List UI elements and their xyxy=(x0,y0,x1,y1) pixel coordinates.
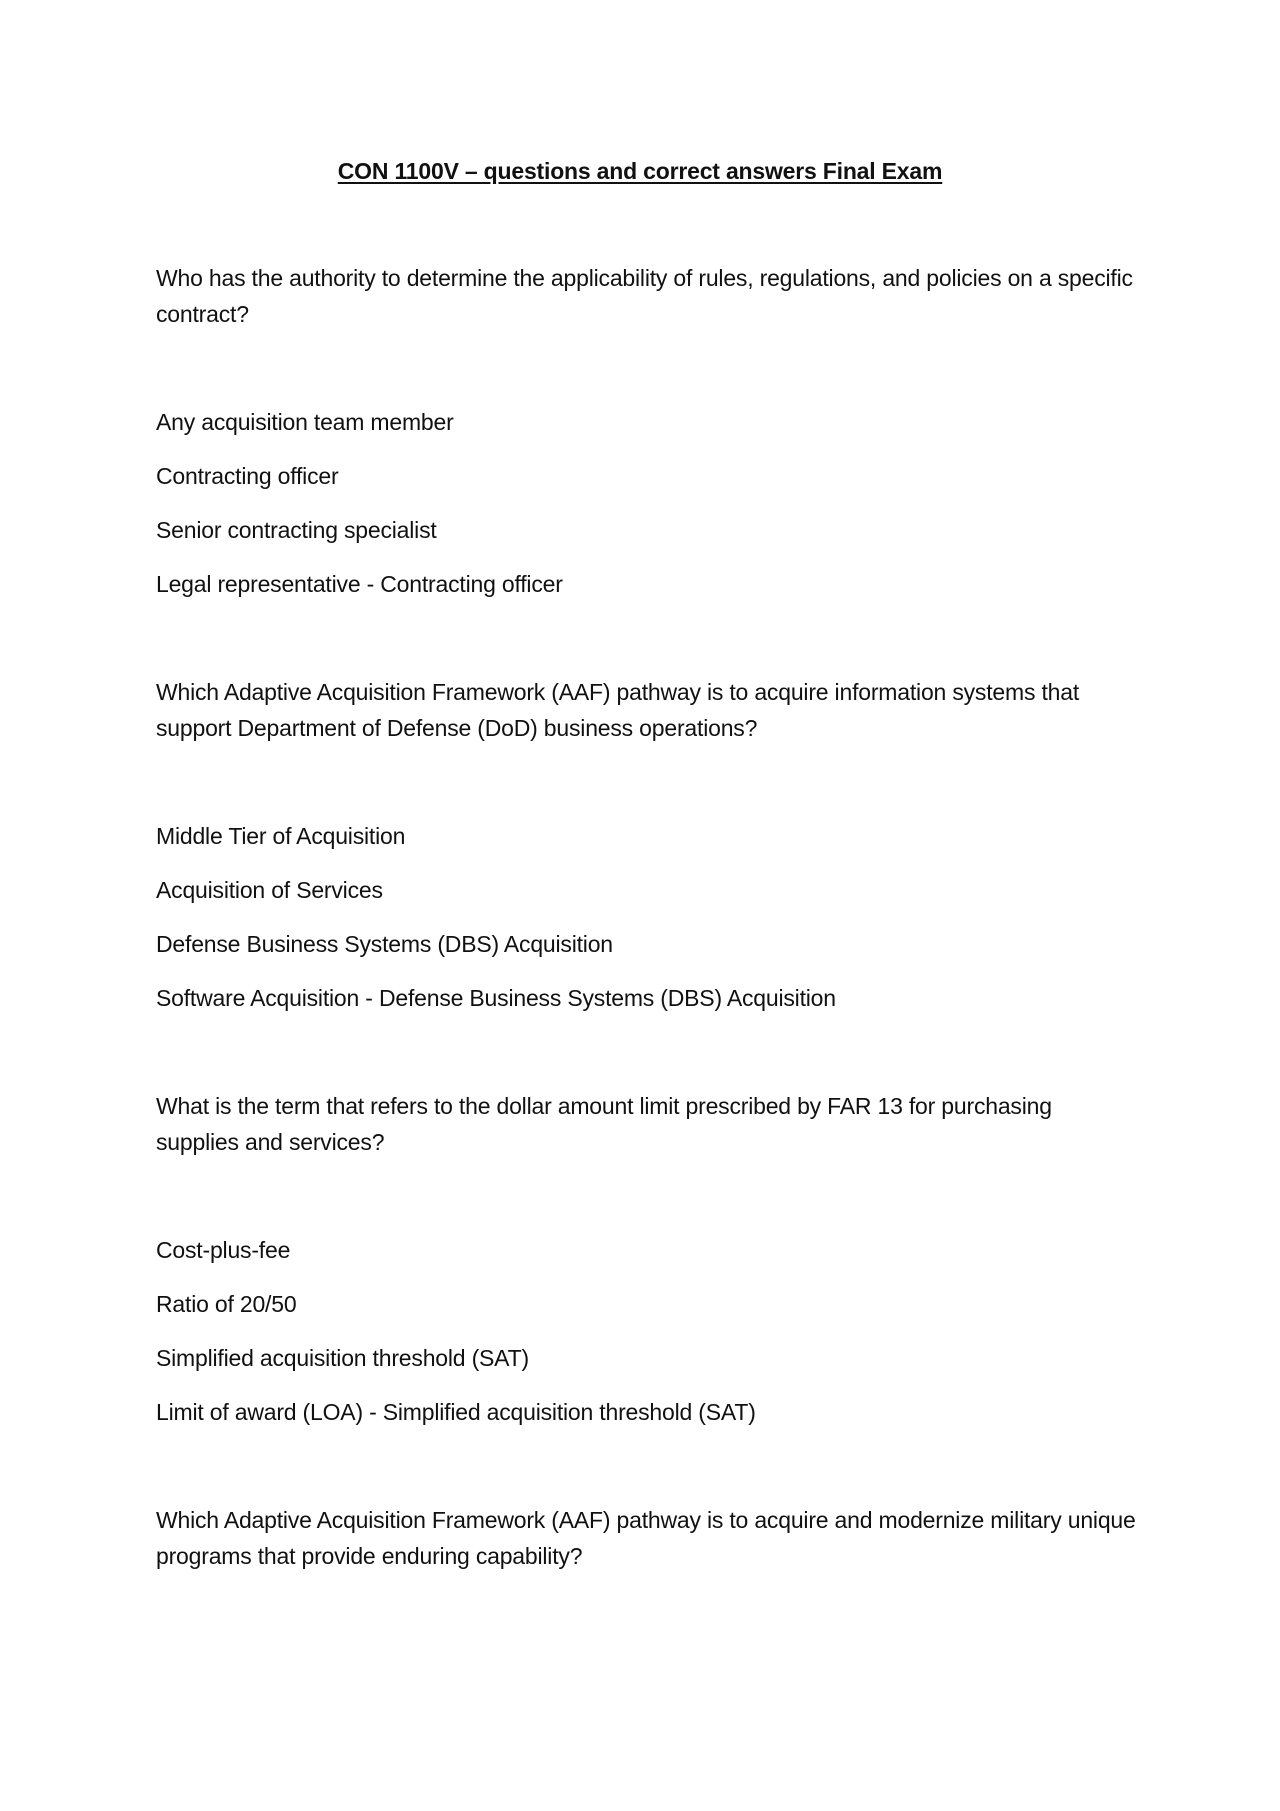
question-block-3 xyxy=(156,1088,1136,1430)
question-list xyxy=(156,260,1136,1646)
question-block-2 xyxy=(156,674,1136,1016)
question-block-4 xyxy=(156,1502,1136,1574)
question-text: Who has the authority to determine the applicability of rules, regulations, and policies on a specific contract? xyxy=(156,265,1133,327)
answer-option: Simplified acquisition threshold (SAT) xyxy=(156,1345,529,1371)
question-text: Which Adaptive Acquisition Framework (AAF) pathway is to acquire information systems that support Department of Defense (DoD) business operations? xyxy=(156,679,1080,741)
answer-option: Cost-plus-fee xyxy=(156,1237,291,1263)
answer-options xyxy=(156,818,1136,1016)
question-text: Which Adaptive Acquisition Framework (AAF) pathway is to acquire and modernize military unique programs that provide enduring capability? xyxy=(156,1507,1136,1569)
answer-option: Defense Business Systems (DBS) Acquisition xyxy=(156,931,613,957)
answer-options xyxy=(156,1232,1136,1430)
answer-option: Acquisition of Services xyxy=(156,877,383,903)
answer-option: Middle Tier of Acquisition xyxy=(156,823,406,849)
question-block-1 xyxy=(156,260,1136,602)
answer-option: Any acquisition team member xyxy=(156,409,454,435)
answer-option-with-correct-answer: Limit of award (LOA) - Simplified acquisition threshold (SAT) xyxy=(156,1399,756,1425)
question-text: What is the term that refers to the dollar amount limit prescribed by FAR 13 for purchasing supplies and services? xyxy=(156,1093,1052,1155)
answer-option: Ratio of 20/50 xyxy=(156,1291,297,1317)
answer-option-with-correct-answer: Software Acquisition - Defense Business Systems (DBS) Acquisition xyxy=(156,985,836,1011)
answer-options xyxy=(156,404,1136,602)
answer-option: Senior contracting specialist xyxy=(156,517,437,543)
answer-option-with-correct-answer: Legal representative - Contracting officer xyxy=(156,571,563,597)
document-title: CON 1100V – questions and correct answers Final Exam xyxy=(337,158,943,184)
answer-option: Contracting officer xyxy=(156,463,339,489)
